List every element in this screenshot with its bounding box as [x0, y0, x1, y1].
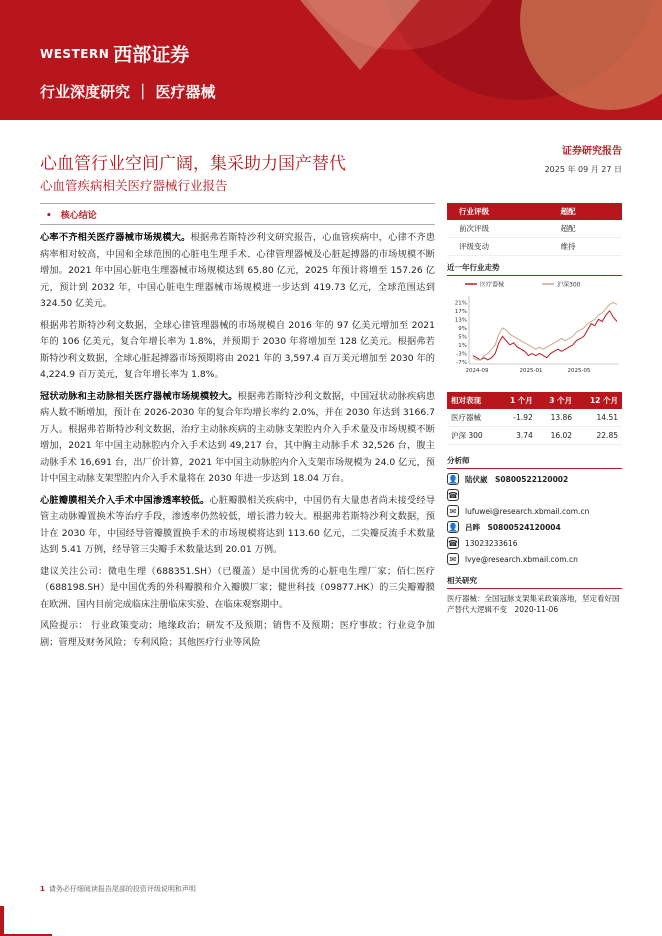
sidebar — [447, 203, 622, 615]
related-title: 相关研究 — [447, 575, 622, 589]
phone-icon: ☎ — [448, 490, 458, 500]
analyst-phone: 13023233616 — [465, 538, 518, 548]
analyst-phone-row — [447, 537, 622, 549]
perf-1m: 3.74 — [498, 427, 537, 445]
paragraph — [40, 618, 435, 651]
page-number: 1 — [40, 885, 45, 893]
perf-header: 相对表现 — [447, 392, 498, 409]
perf-name: 沪深 300 — [447, 427, 498, 445]
paragraph-body: 风险提示： 行业政策变动；地缘政治；研发不及预期；销售不及预期；医疗事故；行业竞争加剧；管理及财务风险；专利风险；其他医疗行业等风险 — [40, 620, 435, 648]
perf-header: 12 个月 — [576, 392, 622, 409]
analyst-email[interactable]: lvye@research.xbmail.com.cn — [465, 554, 578, 564]
paragraph-body: 心脏瓣膜相关疾病中，中国仍有大量患者尚未接受经导管主动脉瓣置换术等治疗手段，渗透率仍然较低，增长潜力较大。根据弗若斯特沙利文数据，预计在 2030 年，中国经导管瓣膜置换手术的市场规模将达到 113.60 亿元，二尖瓣反流手术数量达到 5.41 万例，经导管三尖瓣手术数量达到 20.01 万例。 — [40, 494, 436, 555]
y-tick-label: 17% — [454, 308, 467, 315]
page-footer — [40, 884, 196, 894]
legend-label: 医疗器械 — [480, 281, 505, 289]
logo-chinese-text: 西部证券 — [113, 44, 190, 66]
report-title: 心血管行业空间广阔，集采助力国产替代 — [40, 154, 346, 174]
trend-title: 近一年行业走势 — [447, 262, 622, 276]
perf-header: 3 个月 — [537, 392, 576, 409]
y-tick-label: 9% — [458, 325, 467, 332]
analyst-email-row — [447, 505, 622, 517]
y-tick-label: -3% — [456, 351, 467, 358]
analyst-title: 分析师 — [447, 455, 622, 469]
mail-icon: ✉ — [447, 505, 459, 517]
paragraph — [40, 318, 435, 384]
y-tick-label: 21% — [454, 300, 467, 307]
paragraph-lead: 冠状动脉和主动脉相关医疗器械市场规模较大。 — [40, 390, 238, 402]
analyst-email-row — [447, 553, 622, 565]
paragraph-body: 根据弗若斯特沙利文数据，中国冠状动脉疾病患病人数不断增加，预计在 2026-2030 年的复合年均增长率约 2.0%，并在 2030 年达到 3166.7 万人。根据弗若斯特沙利文数据，治疗主动脉疾病的主动脉支架腔内介入手术量及市场规模不断增加，2021 年中国主动脉腔内介入手术达到 49,217 台，其中胸主动脉手术 32,526 台，腹主动脉手术 16,691 台，出厂价计算，2021 年中国主动脉腔内介入支架市场规模为 24.0 亿元，预计中国主动脉支架型腔内介入手术量将在 2030 年进一步达到 18.04 万台。 — [40, 390, 436, 484]
analyst-email[interactable]: lufuwei@research.xbmail.com.cn — [465, 506, 590, 516]
paragraph-lead: 心脏瓣膜相关介入手术中国渗透率较低。 — [40, 494, 210, 506]
report-type-label: 证券研究报告 — [562, 146, 622, 157]
paragraph — [40, 564, 435, 614]
paragraph-body: 根据弗若斯特沙利文数据，全球心律管理器械的市场规模自 2016 年的 97 亿美元增加至 2021 年的 106 亿美元，复合年增长率为 1.8%，并预期于 2030 年将增加至 128 亿美元。根据弗若斯特沙利文数据，全球心脏起搏器市场预期将由 2021 年的 3,597.4 百万美元增加至 2030 年的 4,224.9 百万美元，复合年增长率为 1.8%。 — [40, 319, 435, 380]
perf-name: 医疗器械 — [447, 409, 498, 427]
perf-1m: -1.92 — [498, 409, 537, 427]
rating-label: 前次评级 — [447, 220, 549, 238]
perf-3m: 13.86 — [537, 409, 576, 427]
mail-icon: ✉ — [447, 553, 459, 565]
related-research-link[interactable]: 医疗器械：全国冠脉支架集采政策落地，坚定看好国产替代大逻辑不变 2020-11-06 — [447, 594, 620, 614]
legend-label: 沪深300 — [557, 281, 581, 289]
perf-header: 1 个月 — [498, 392, 537, 409]
person-icon: 👤 — [448, 522, 458, 532]
x-tick-label: 2025-05 — [567, 368, 591, 374]
rating-table — [447, 203, 622, 256]
report-subtitle: 心血管疾病相关医疗器械行业报告 — [40, 178, 228, 193]
report-date: 2025 年 09 月 27 日 — [544, 165, 622, 174]
paragraph-lead: 心率不齐相关医疗器械市场规模大。 — [40, 232, 191, 243]
rating-value: 维持 — [549, 238, 622, 256]
disclaimer-text: 请务必仔细阅读报告尾部的投资评级说明和声明 — [48, 885, 196, 893]
analyst-name-row — [447, 521, 622, 533]
paragraph — [40, 389, 435, 488]
paragraph-body: 建议关注公司：微电生理（688351.SH）（已覆盖）是中国优秀的心脏电生理厂家；佰仁医疗（688198.SH）是中国优秀的外科瓣膜和介入瓣膜厂家；健世科技（09877.HK）的三尖瓣瓣膜在欧洲、国内目前完成临床注册临床实验、在临床观察期中。 — [40, 565, 435, 610]
analyst-name: 吕晔 S0800524120004 — [465, 522, 561, 532]
brand-logo — [40, 40, 189, 67]
analyst-phone-row — [447, 489, 622, 501]
y-tick-label: -7% — [456, 360, 467, 366]
rating-head-value: 超配 — [549, 203, 622, 220]
analyst-name: 陆伏崴 S0800522120002 — [465, 474, 569, 484]
rating-value: 超配 — [549, 220, 622, 238]
report-header — [0, 0, 662, 120]
performance-table — [447, 392, 622, 445]
phone-icon: ☎ — [448, 538, 458, 548]
report-category: 行业深度研究 ｜ 医疗器械 — [40, 83, 216, 101]
person-icon: 👤 — [448, 474, 458, 484]
core-conclusion-heading: • 核心结论 — [40, 203, 435, 225]
main-content — [40, 203, 435, 651]
paragraph-body: 根据弗若斯特沙利文研究报告，心血管疾病中，心律不齐患病率相对较高，中国和全球范围的心脏电生理手术、心律管理器械及心脏起搏器的市场规模不断增加。2021 年中国心脏电生理器械市场规模达到 65.80 亿元，2025 年预计将增至 157.26 亿元，预计到 2032 年，中国心脏电生理器械市场规模进一步达到 419.73 亿元，全球范围达到 324.50 亿美元。 — [40, 232, 436, 309]
perf-12m: 22.85 — [576, 427, 622, 445]
table-row — [447, 427, 622, 445]
logo-western-text: WESTERN — [40, 46, 110, 61]
x-tick-label: 2025-01 — [519, 368, 543, 374]
series-line-csi300 — [473, 302, 617, 360]
paragraph — [40, 230, 435, 313]
rating-head-label: 行业评级 — [447, 203, 549, 220]
x-tick-label: 2024-09 — [465, 368, 489, 374]
trend-chart — [447, 276, 622, 384]
perf-12m: 14.51 — [576, 409, 622, 427]
y-tick-label: 13% — [454, 317, 467, 324]
y-tick-label: 5% — [458, 334, 467, 341]
analyst-name-row — [447, 473, 622, 485]
rating-label: 评级变动 — [447, 238, 549, 256]
y-tick-label: 1% — [458, 342, 467, 349]
perf-3m: 16.02 — [537, 427, 576, 445]
corner-decoration — [0, 906, 52, 936]
paragraph — [40, 493, 435, 559]
table-row — [447, 409, 622, 427]
